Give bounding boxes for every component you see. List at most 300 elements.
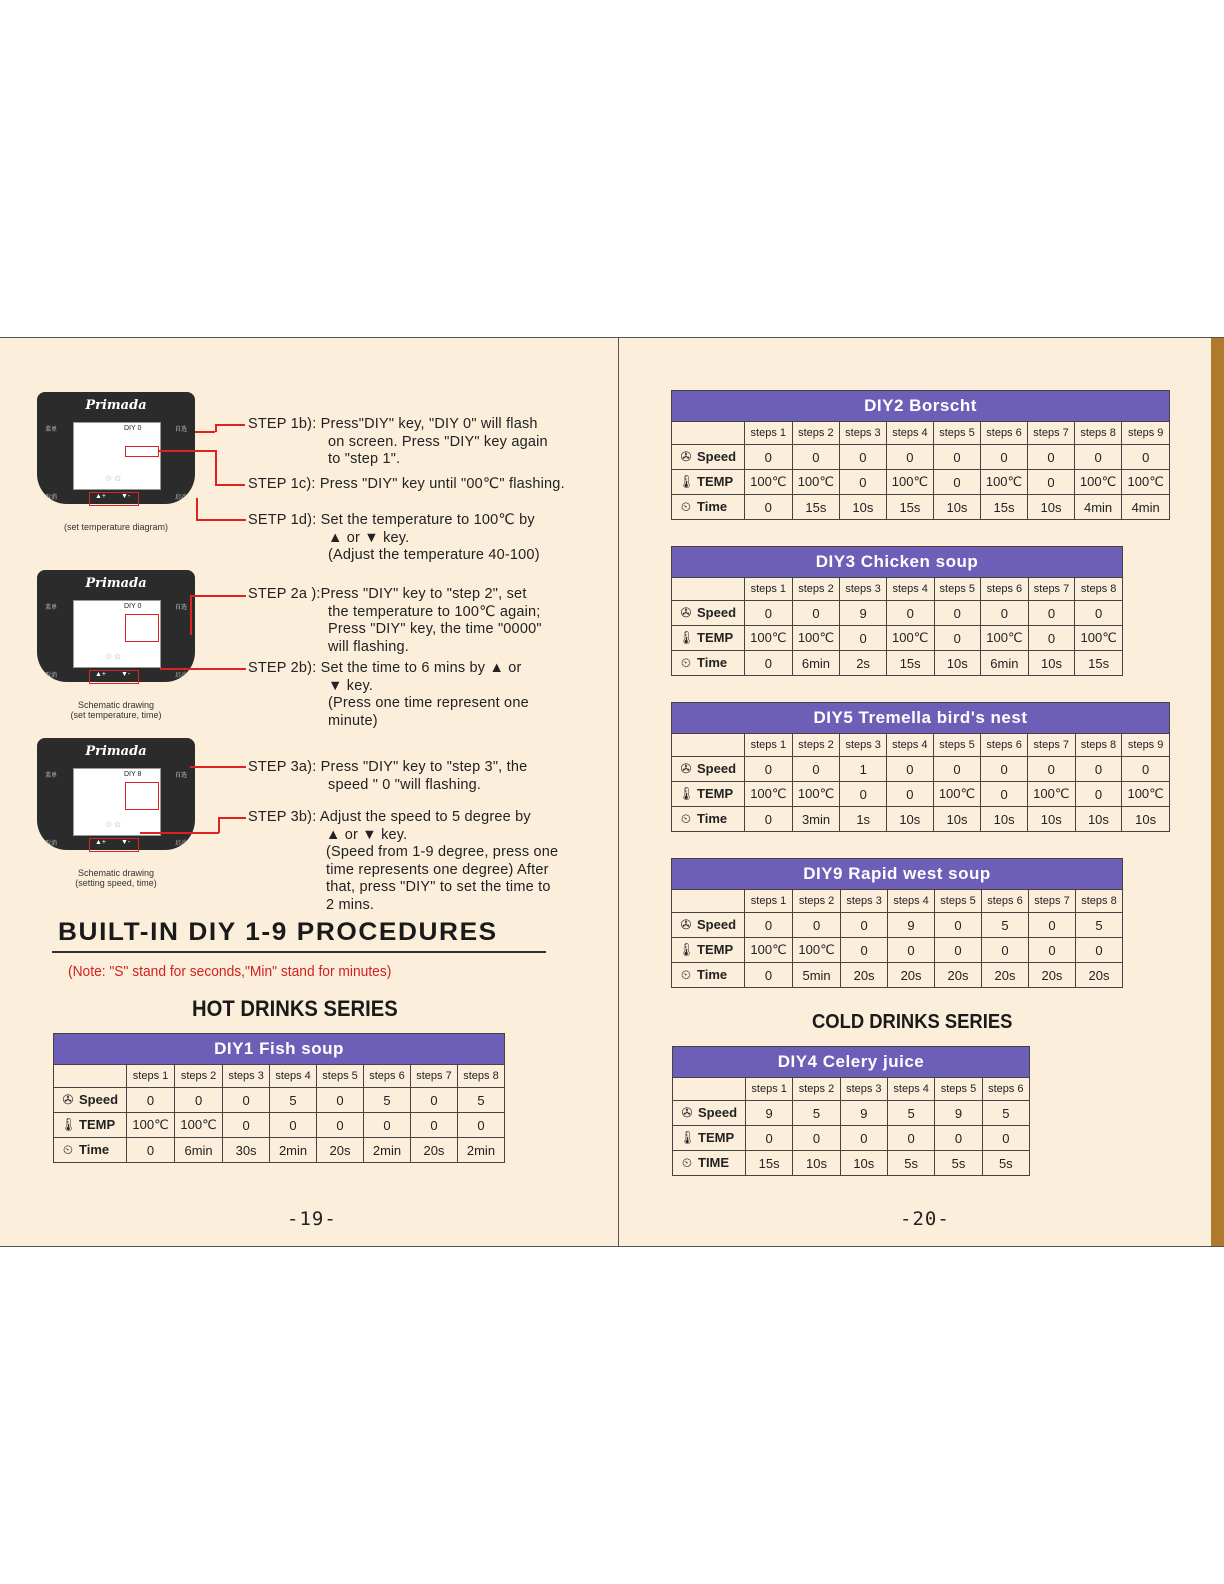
speed-cell: 9 (935, 1101, 982, 1126)
leader-line (160, 668, 246, 670)
blender-icon: ✇ (680, 761, 692, 776)
menu-key: 菜单 (45, 605, 58, 611)
temp-cell: 100℃ (886, 626, 934, 651)
temp-cell: 0 (840, 626, 887, 651)
step-header: steps 6 (364, 1065, 411, 1088)
time-row-label: ⏲ Time (672, 495, 745, 520)
table-row (672, 807, 1170, 832)
step-header: steps 6 (980, 422, 1028, 445)
time-cell: 15s (792, 495, 840, 520)
leader-line (215, 450, 217, 485)
table-row (673, 1126, 1030, 1151)
time-row-label: ⏲ Time (672, 651, 745, 676)
clock-icon: ⏲ (62, 1142, 74, 1157)
speed-cell: 0 (745, 601, 793, 626)
speed-cell: 5 (457, 1088, 504, 1113)
step-3b: STEP 3b): Adjust the speed to 5 degree by ▲ or ▼ key. (Speed from 1-9 degree, press one time represents one degree) After that, press "DIY" to set the time to 2 mins. (248, 809, 559, 913)
speed-cell: 1 (840, 757, 887, 782)
leader-line (196, 519, 246, 521)
manual-spread (0, 337, 1224, 1247)
temp-cell: 100℃ (745, 782, 793, 807)
time-cell: 10s (1075, 807, 1122, 832)
time-cell: 5s (887, 1151, 934, 1176)
leader-line (215, 484, 245, 486)
leader-line (218, 817, 220, 833)
time-cell: 10s (1122, 807, 1170, 832)
speed-cell: 9 (840, 1101, 887, 1126)
temp-cell: 0 (887, 782, 934, 807)
lcd-diy-label: DIY 0 (124, 425, 142, 432)
cancel-key: 取消 (45, 841, 58, 847)
speed-cell: 9 (888, 913, 935, 938)
time-cell: 20s (935, 963, 982, 988)
thermometer-icon: 🌡 (678, 474, 695, 489)
speed-cell: 0 (886, 445, 934, 470)
speed-cell: 0 (792, 757, 840, 782)
temp-cell: 100℃ (1074, 470, 1122, 495)
leader-line (190, 595, 192, 635)
time-cell: 20s (317, 1138, 364, 1163)
clock-icon: ⏲ (680, 499, 692, 514)
blender-icon: ✇ (680, 605, 692, 620)
page-edge-strip (1211, 338, 1224, 1246)
time-cell: 5min (793, 963, 841, 988)
time-cell: 6min (175, 1138, 223, 1163)
time-cell: 20s (982, 963, 1029, 988)
page-number-right: -20- (900, 1208, 950, 1230)
table-title: DIY5 Tremella bird's nest (672, 703, 1170, 734)
temp-cell: 100℃ (792, 782, 840, 807)
temp-cell: 0 (935, 1126, 982, 1151)
time-cell: 10s (1028, 495, 1075, 520)
units-note: (Note: "S" stand for seconds,"Min" stand for minutes) (68, 963, 392, 980)
blender-icon: ✇ (680, 917, 692, 932)
page-left (0, 338, 619, 1246)
speed-cell: 0 (1122, 757, 1170, 782)
speed-cell: 0 (223, 1088, 270, 1113)
temp-cell: 0 (1075, 782, 1122, 807)
speed-cell: 0 (840, 445, 887, 470)
time-cell: 15s (746, 1151, 793, 1176)
table-row (672, 651, 1123, 676)
recipe-table-diy3 (671, 546, 1123, 676)
time-cell: 20s (1028, 963, 1075, 988)
header-blank-cell (54, 1065, 127, 1088)
temp-row-label: 🌡 TEMP (673, 1126, 746, 1151)
step-header: steps 3 (223, 1065, 270, 1088)
table-title: DIY1 Fish soup (54, 1034, 505, 1065)
speed-cell: 5 (887, 1101, 934, 1126)
highlight-temp-time (125, 614, 159, 642)
time-cell: 10s (933, 807, 981, 832)
time-cell: 2min (457, 1138, 504, 1163)
brand-logo: Primada (85, 398, 147, 413)
heading-divider (52, 951, 546, 953)
down-key: ▼- (121, 671, 131, 678)
speed-cell: 0 (886, 601, 934, 626)
step-header: steps 3 (840, 1078, 887, 1101)
temp-cell: 100℃ (127, 1113, 175, 1138)
lcd-diy-label: DIY 0 (124, 603, 142, 610)
thermometer-icon: 🌡 (678, 942, 695, 957)
speed-cell: 9 (840, 601, 887, 626)
temp-cell: 100℃ (793, 938, 841, 963)
speed-cell: 0 (934, 601, 981, 626)
step-header: steps 2 (175, 1065, 223, 1088)
speed-cell: 0 (793, 913, 841, 938)
speed-cell: 0 (1075, 601, 1123, 626)
temp-row-label: 🌡 TEMP (672, 938, 745, 963)
clock-icon: ⏲ (681, 1155, 693, 1170)
time-cell: 6min (792, 651, 840, 676)
time-cell: 4min (1122, 495, 1170, 520)
speed-cell: 0 (981, 601, 1029, 626)
step-header: steps 6 (982, 1078, 1029, 1101)
function-icons: ⚙ ✿ (105, 652, 122, 661)
step-header: steps 9 (1122, 734, 1170, 757)
speed-cell: 0 (745, 913, 793, 938)
speed-row-label: ✇ Speed (54, 1088, 127, 1113)
table-row (672, 782, 1170, 807)
table-row (672, 626, 1123, 651)
clock-icon: ⏲ (680, 967, 692, 982)
time-cell: 15s (886, 495, 934, 520)
time-cell: 10s (981, 807, 1028, 832)
time-cell: 10s (887, 807, 934, 832)
speed-cell: 5 (1075, 913, 1122, 938)
time-cell: 4min (1074, 495, 1122, 520)
section-heading: BUILT-IN DIY 1-9 PROCEDURES (58, 918, 498, 946)
function-icons: ⚙ ✿ (105, 474, 122, 483)
temp-cell: 0 (410, 1113, 457, 1138)
header-blank-cell (673, 1078, 746, 1101)
start-key: 启动 (174, 673, 187, 679)
temp-cell: 100℃ (1122, 782, 1170, 807)
step-header: steps 2 (792, 578, 840, 601)
temp-cell: 0 (1075, 938, 1122, 963)
step-header: steps 5 (935, 890, 982, 913)
speed-cell: 0 (933, 757, 981, 782)
table-row (672, 757, 1170, 782)
speed-cell: 0 (1122, 445, 1170, 470)
clock-icon: ⏲ (680, 811, 692, 826)
header-blank-cell (672, 578, 745, 601)
step-header: steps 8 (1075, 734, 1122, 757)
step-header: steps 8 (1074, 422, 1122, 445)
table-row (672, 938, 1123, 963)
step-header: steps 6 (982, 890, 1029, 913)
temp-cell: 0 (793, 1126, 840, 1151)
speed-cell: 0 (887, 757, 934, 782)
speed-cell: 0 (1028, 445, 1075, 470)
cancel-key: 取消 (45, 495, 58, 501)
step-header: steps 7 (1028, 422, 1075, 445)
table-row (673, 1101, 1030, 1126)
hot-drinks-heading: HOT DRINKS SERIES (192, 996, 398, 1021)
leader-line (190, 595, 246, 597)
function-icons: ⚙ ✿ (105, 820, 122, 829)
time-cell: 30s (223, 1138, 270, 1163)
temp-cell: 100℃ (792, 470, 840, 495)
table-row (54, 1138, 505, 1163)
temp-cell: 0 (840, 782, 887, 807)
speed-cell: 0 (935, 913, 982, 938)
temp-cell: 0 (935, 938, 982, 963)
step-header: steps 5 (935, 1078, 982, 1101)
time-cell: 10s (934, 495, 981, 520)
step-header: steps 1 (745, 422, 793, 445)
step-header: steps 4 (887, 734, 934, 757)
brand-logo: Primada (85, 576, 147, 591)
step-header: steps 1 (745, 734, 793, 757)
time-cell: 0 (127, 1138, 175, 1163)
time-cell: 15s (980, 495, 1028, 520)
table-title: DIY2 Borscht (672, 391, 1170, 422)
time-cell: 20s (1075, 963, 1122, 988)
step-1b: STEP 1b): Press"DIY" key, "DIY 0" will flash on screen. Press "DIY" key again to "step 1". (248, 416, 548, 467)
time-cell: 20s (410, 1138, 457, 1163)
temp-row-label: 🌡 TEMP (54, 1113, 127, 1138)
time-cell: 10s (1027, 807, 1075, 832)
step-2b: STEP 2b): Set the time to 6 mins by ▲ or ▼ key. (Press one time represent one minute) (248, 660, 529, 729)
temp-cell: 100℃ (1027, 782, 1075, 807)
time-cell: 1s (840, 807, 887, 832)
time-cell: 10s (840, 1151, 887, 1176)
temp-cell: 0 (1028, 626, 1075, 651)
time-row-label: ⏲ Time (672, 807, 745, 832)
diy-key: 自选 (174, 605, 187, 611)
time-cell: 3min (792, 807, 840, 832)
speed-cell: 0 (317, 1088, 364, 1113)
menu-key: 菜单 (45, 773, 58, 779)
time-cell: 0 (745, 963, 793, 988)
step-header: steps 4 (887, 1078, 934, 1101)
speed-cell: 9 (746, 1101, 793, 1126)
time-cell: 6min (981, 651, 1029, 676)
time-cell: 10s (934, 651, 981, 676)
time-row-label: ⏲ TIME (673, 1151, 746, 1176)
step-header: steps 8 (1075, 890, 1122, 913)
highlight-speed-time (125, 782, 159, 810)
blender-icon: ✇ (680, 449, 692, 464)
thermometer-icon: 🌡 (60, 1117, 77, 1132)
speed-cell: 0 (980, 445, 1028, 470)
clock-icon: ⏲ (680, 655, 692, 670)
step-header: steps 1 (127, 1065, 175, 1088)
temp-cell: 0 (841, 938, 888, 963)
step-header: steps 3 (840, 422, 887, 445)
temp-row-label: 🌡 TEMP (672, 626, 745, 651)
temp-row-label: 🌡 TEMP (672, 470, 745, 495)
recipe-table-diy1 (53, 1033, 505, 1163)
speed-row-label: ✇ Speed (672, 601, 745, 626)
table-title: DIY9 Rapid west soup (672, 859, 1123, 890)
header-blank-cell (672, 734, 745, 757)
speed-cell: 0 (410, 1088, 457, 1113)
temp-cell: 0 (270, 1113, 317, 1138)
step-header: steps 3 (840, 578, 887, 601)
speed-cell: 0 (1074, 445, 1122, 470)
speed-cell: 5 (793, 1101, 840, 1126)
control-panel-diagram-2 (37, 570, 195, 682)
speed-cell: 5 (270, 1088, 317, 1113)
time-cell: 0 (745, 651, 793, 676)
step-1d: SETP 1d): Set the temperature to 100℃ by ▲ or ▼ key. (Adjust the temperature 40-100) (248, 512, 540, 563)
diy-key: 自选 (174, 427, 187, 433)
speed-cell: 0 (792, 601, 840, 626)
step-header: steps 2 (793, 890, 841, 913)
step-1c: STEP 1c): Press "DIY" key until "00℃" flashing. (248, 476, 565, 492)
speed-cell: 0 (841, 913, 888, 938)
step-header: steps 5 (933, 734, 981, 757)
time-cell: 2s (840, 651, 887, 676)
time-cell: 5s (935, 1151, 982, 1176)
temp-row-label: 🌡 TEMP (672, 782, 745, 807)
temp-cell: 100℃ (792, 626, 840, 651)
temp-cell: 100℃ (1122, 470, 1170, 495)
time-cell: 0 (745, 807, 793, 832)
speed-cell: 0 (1028, 601, 1075, 626)
lcd-diy-label: DIY 8 (124, 771, 142, 778)
speed-cell: 0 (981, 757, 1028, 782)
leader-line (196, 498, 198, 520)
table-row (672, 495, 1170, 520)
step-header: steps 7 (1028, 578, 1075, 601)
speed-row-label: ✇ Speed (672, 757, 745, 782)
up-key: ▲+ (95, 671, 107, 678)
step-header: steps 7 (1028, 890, 1075, 913)
time-cell: 10s (1028, 651, 1075, 676)
speed-cell: 5 (982, 1101, 1029, 1126)
temp-cell: 0 (1028, 470, 1075, 495)
step-header: steps 2 (793, 1078, 840, 1101)
step-header: steps 5 (317, 1065, 364, 1088)
step-header: steps 4 (270, 1065, 317, 1088)
temp-cell: 0 (840, 1126, 887, 1151)
time-cell: 2min (270, 1138, 317, 1163)
temp-cell: 100℃ (933, 782, 981, 807)
time-cell: 20s (888, 963, 935, 988)
temp-cell: 0 (887, 1126, 934, 1151)
time-cell: 2min (364, 1138, 411, 1163)
temp-cell: 0 (1028, 938, 1075, 963)
step-header: steps 1 (746, 1078, 793, 1101)
temp-cell: 0 (840, 470, 887, 495)
temp-cell: 0 (888, 938, 935, 963)
brand-logo: Primada (85, 744, 147, 759)
step-header: steps 8 (1075, 578, 1123, 601)
speed-cell: 0 (175, 1088, 223, 1113)
temp-cell: 100℃ (745, 626, 793, 651)
temp-cell: 0 (364, 1113, 411, 1138)
table-row (673, 1151, 1030, 1176)
thermometer-icon: 🌡 (678, 630, 695, 645)
temp-cell: 0 (934, 470, 981, 495)
temp-cell: 100℃ (175, 1113, 223, 1138)
recipe-table-diy9 (671, 858, 1123, 988)
table-row (672, 913, 1123, 938)
temp-cell: 0 (746, 1126, 793, 1151)
time-cell: 0 (745, 495, 793, 520)
step-header: steps 9 (1122, 422, 1170, 445)
step-header: steps 4 (886, 422, 934, 445)
temp-cell: 100℃ (1075, 626, 1123, 651)
speed-cell: 0 (1027, 757, 1075, 782)
speed-row-label: ✇ Speed (673, 1101, 746, 1126)
panel-caption-1: (set temperature diagram) (63, 522, 169, 532)
recipe-table-diy5 (671, 702, 1170, 832)
start-key: 启动 (174, 841, 187, 847)
speed-row-label: ✇ Speed (672, 913, 745, 938)
step-header: steps 5 (934, 422, 981, 445)
step-header: steps 1 (745, 578, 793, 601)
temp-cell: 100℃ (981, 626, 1029, 651)
start-key: 启动 (174, 495, 187, 501)
speed-cell: 0 (745, 445, 793, 470)
panel-caption-3: Schematic drawing (setting speed, time) (75, 868, 157, 888)
thermometer-icon: 🌡 (678, 786, 695, 801)
table-row (672, 470, 1170, 495)
speed-cell: 0 (127, 1088, 175, 1113)
temp-cell: 100℃ (745, 938, 793, 963)
time-cell: 20s (841, 963, 888, 988)
step-header: steps 8 (457, 1065, 504, 1088)
down-key: ▼- (121, 493, 131, 500)
temp-cell: 0 (934, 626, 981, 651)
page-right (619, 338, 1211, 1246)
step-header: steps 7 (410, 1065, 457, 1088)
table-title: DIY4 Celery juice (673, 1047, 1030, 1078)
recipe-table-diy2 (671, 390, 1170, 520)
speed-cell: 5 (364, 1088, 411, 1113)
time-cell: 15s (1075, 651, 1123, 676)
blender-icon: ✇ (681, 1105, 693, 1120)
down-key: ▼- (121, 839, 131, 846)
step-3a: STEP 3a): Press "DIY" key to "step 3", the speed " 0 "will flashing. (248, 759, 528, 793)
time-row-label: ⏲ Time (54, 1138, 127, 1163)
leader-line (195, 431, 215, 433)
step-header: steps 2 (792, 422, 840, 445)
table-row (54, 1113, 505, 1138)
temp-cell: 0 (457, 1113, 504, 1138)
menu-key: 菜单 (45, 427, 58, 433)
time-cell: 10s (793, 1151, 840, 1176)
header-blank-cell (672, 890, 745, 913)
temp-cell: 0 (982, 1126, 1029, 1151)
speed-row-label: ✇ Speed (672, 445, 745, 470)
temp-cell: 0 (981, 782, 1028, 807)
temp-cell: 0 (982, 938, 1029, 963)
cold-drinks-heading: COLD DRINKS SERIES (812, 1011, 1013, 1033)
speed-cell: 0 (1075, 757, 1122, 782)
leader-line (158, 450, 216, 452)
speed-cell: 0 (934, 445, 981, 470)
highlight-temp (125, 446, 159, 457)
temp-cell: 0 (317, 1113, 364, 1138)
leader-line (218, 817, 246, 819)
header-blank-cell (672, 422, 745, 445)
step-header: steps 6 (981, 578, 1029, 601)
temp-cell: 100℃ (886, 470, 934, 495)
control-panel-diagram-1 (37, 392, 195, 504)
leader-line (190, 766, 246, 768)
step-header: steps 5 (934, 578, 981, 601)
page-number-left: -19- (287, 1208, 337, 1230)
diy-key: 自选 (174, 773, 187, 779)
time-row-label: ⏲ Time (672, 963, 745, 988)
speed-cell: 0 (745, 757, 793, 782)
step-header: steps 2 (792, 734, 840, 757)
